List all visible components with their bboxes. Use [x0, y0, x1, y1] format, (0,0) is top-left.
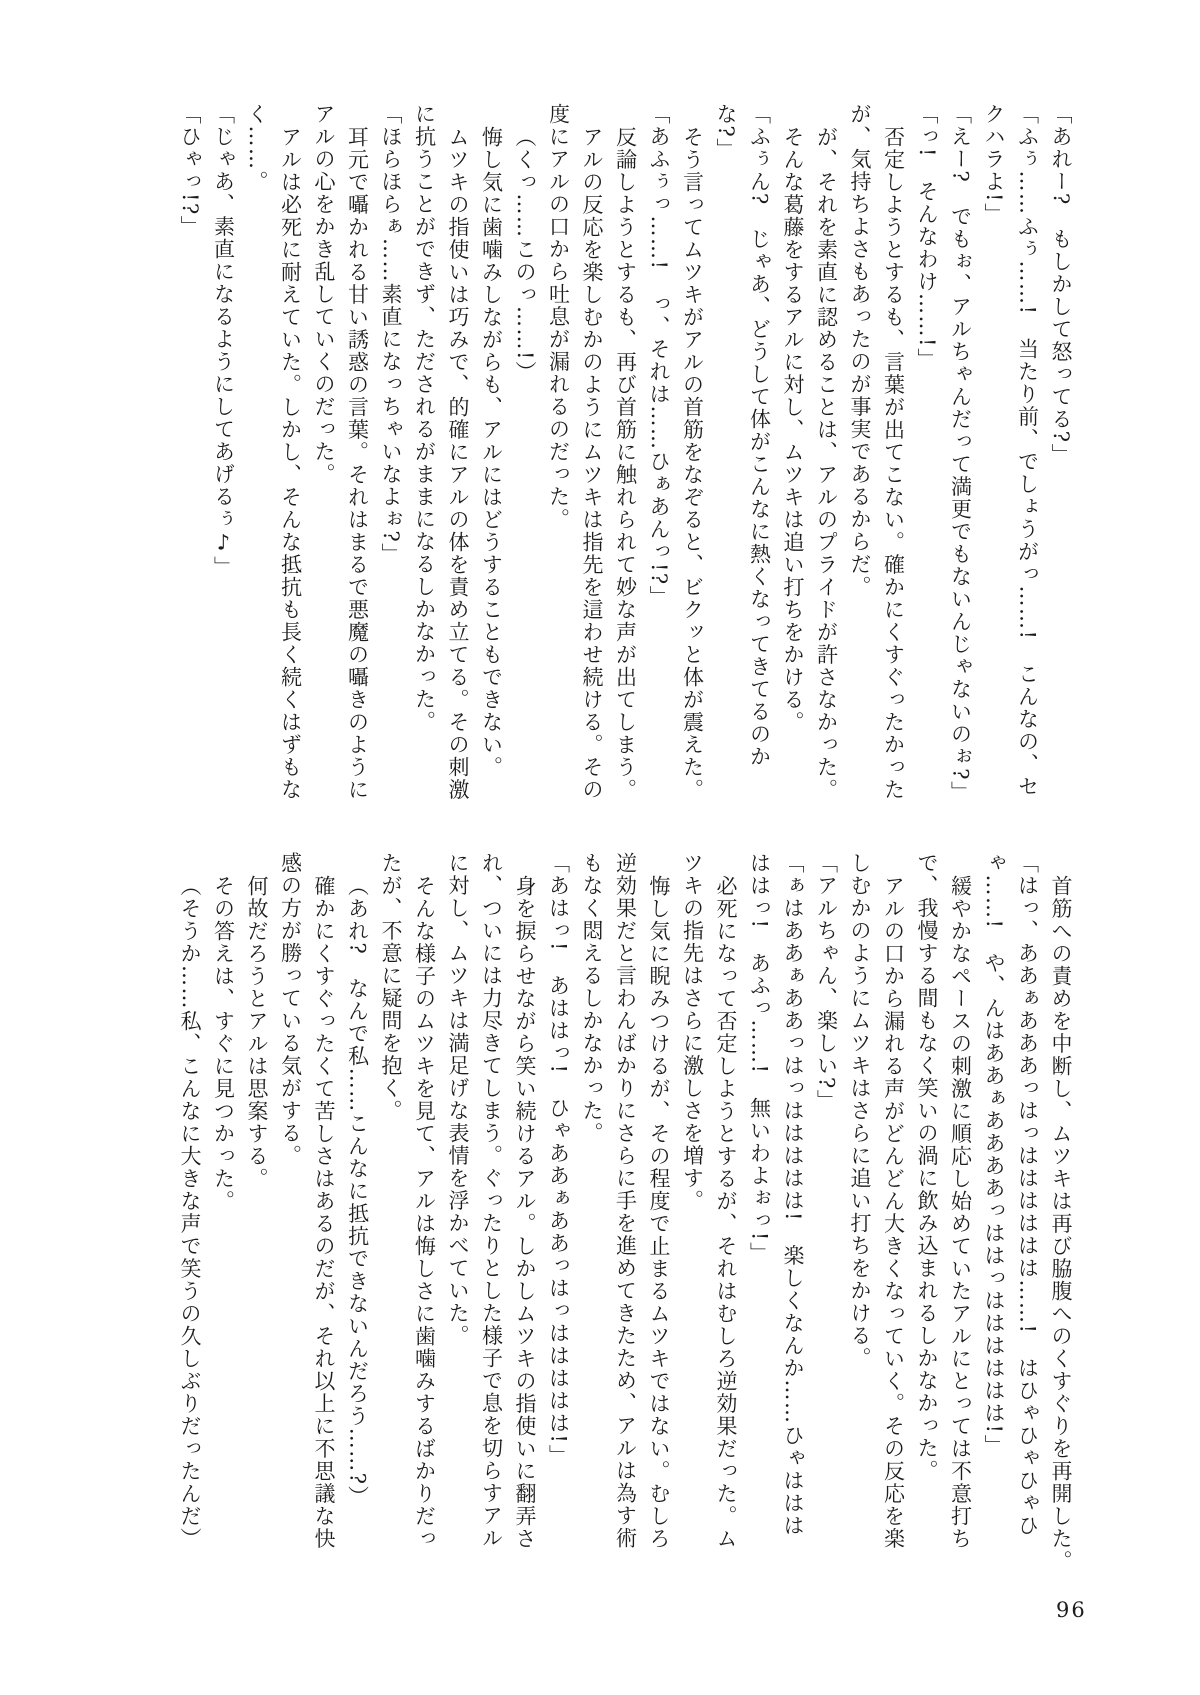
text-column: アルの口から漏れる声がどんどん大きくなっていく。その反応を楽: [881, 874, 906, 1550]
text-column: 「ふぅん? じゃあ、どうして体がこんなに熱くなってきてるのか: [747, 103, 772, 769]
text-block-lower: [173, 852, 1078, 1594]
text-column: 「じゃあ、素直になるようにしてあげるぅ♪」: [211, 103, 236, 579]
text-column: 反論しようとするも、再び首筋に触れられて妙な声が出てしまう。: [613, 125, 638, 801]
text-column: たが、不意に疑問を抱く。: [379, 852, 403, 1122]
text-column: に対し、ムツキは満足げな表情を浮かべていた。: [446, 852, 470, 1347]
text-column: 「アルちゃん、楽しい?」: [814, 852, 839, 1113]
text-column: く……。: [245, 103, 269, 193]
text-column: そんな様子のムツキを見て、アルは悔しさに歯噛みするばかりだっ: [412, 874, 437, 1550]
text-column: 「あふぅっ……! っ、それは……ひぁあんっ!?」: [647, 103, 671, 609]
text-column: 悔し気に睨みつけるが、その程度で止まるムツキではない。むしろ: [647, 874, 671, 1550]
text-column: 度にアルの口から吐息が漏れるのだった。: [546, 103, 571, 531]
text-column: ムツキの指使いは巧みで、的確にアルの体を責め立てる。その刺激: [446, 125, 470, 801]
text-column: 「あはっ! あははっ! ひゃああぁああっはっははははは!」: [546, 852, 571, 1467]
text-column: ゃ……! や、んはああぁああああっははっはははははは!」: [982, 852, 1006, 1457]
text-column: 必死になって否定しようとするが、それはむしろ逆効果だった。ム: [714, 874, 738, 1550]
text-column: アルは必死に耐えていた。しかし、そんな抵抗も長く続くはずもな: [278, 125, 303, 801]
text-column: そう言ってムツキがアルの首筋をなぞると、ビクッと体が震えた。: [680, 125, 705, 801]
page-number: 96: [1056, 1598, 1087, 1622]
text-column: そんな葛藤をするアルに対し、ムツキは追い打ちをかける。: [781, 125, 805, 733]
text-column: その答えは、すぐに見つかった。: [211, 874, 236, 1212]
text-column: 身を捩らせながら笑い続けるアル。しかしムツキの指使いに翻弄さ: [513, 874, 537, 1550]
text-column: に抗うことができず、ただされるがままになるしかなかった。: [412, 103, 437, 733]
text-column: アルの反応を楽しむかのようにムツキは指先を這わせ続ける。その: [580, 125, 604, 801]
text-column: が、気持ちよさもあったのが事実であるからだ。: [848, 103, 872, 598]
text-column: 「ほらほらぁ……素直になっちゃいなよぉ?」: [379, 103, 403, 566]
text-column: 確かにくすぐったくて苦しさはあるのだが、それ以上に不思議な快: [312, 874, 336, 1550]
text-column: もなく悶えるしかなかった。: [580, 852, 604, 1145]
text-column: 逆効果だと言わんばかりにさらに手を進めてきたため、アルは為す術: [613, 852, 638, 1550]
text-column: な?」: [714, 103, 738, 161]
text-column: 耳元で囁かれる甘い誘惑の言葉。それはまるで悪魔の囁きのように: [345, 125, 370, 801]
text-column: 悔し気に歯噛みしながらも、アルにはどうすることもできない。: [479, 125, 504, 778]
text-column: 「ふぅ……ふぅ……! 当たり前、でしょうがっ……! こんなの、セ: [1015, 103, 1040, 798]
text-column: ははっ! あふっ……! 無いわよぉっ!」: [747, 852, 772, 1265]
text-column: アルの心をかき乱していくのだった。: [312, 103, 336, 486]
text-column: 何故だろうとアルは思案する。: [245, 874, 269, 1190]
text-column: れ、ついには力尽きてしまう。ぐったりとした様子で息を切らすアル: [479, 852, 504, 1550]
text-column: 首筋への責めを中断し、ムツキは再び脇腹へのくすぐりを再開した。: [1049, 874, 1073, 1572]
text-column: （くっ……このっ……!）: [513, 125, 537, 383]
text-column: しむかのようにムツキはさらに追い打ちをかける。: [848, 852, 872, 1370]
text-column: 「はっ、ああぁあああっはっはははははは……! はひゃひゃひゃひ: [1015, 852, 1040, 1537]
text-column: 否定しようとするも、言葉が出てこない。確かにくすぐったかった: [881, 125, 906, 801]
text-column: （あれ? なんで私……こんなに抵抗できないんだろう……?）: [345, 874, 370, 1508]
text-column: 感の方が勝っている気がする。: [278, 852, 303, 1167]
text-column: 「あれー? もしかして怒ってる?」: [1049, 103, 1073, 467]
text-column: 緩やかなペースの刺激に順応し始めていたアルにとっては不意打ち: [948, 874, 973, 1550]
text-column: 「ぁはああぁああっはっははははは! 楽しくなんか……ひゃははは: [781, 852, 805, 1537]
text-column: が、それを素直に認めることは、アルのプライドが許さなかった。: [814, 125, 839, 801]
text-column: で、我慢する間もなく笑いの渦に飲み込まれるしかなかった。: [915, 852, 939, 1482]
text-block-upper: [173, 103, 1078, 845]
text-column: ツキの指先はさらに激しさを増す。: [680, 852, 705, 1212]
text-column: 「っ! そんなわけ……!」: [915, 103, 939, 371]
text-column: クハラよ!」: [982, 103, 1006, 226]
text-column: 「ひゃっ!?」: [178, 103, 202, 239]
text-column: （そうか……私、こんなに大きな声で笑うの久しぶりだったんだ）: [178, 874, 202, 1550]
text-column: 「えー? でもぉ、アルちゃんだって満更でもないんじゃないのぉ?」: [948, 103, 973, 804]
